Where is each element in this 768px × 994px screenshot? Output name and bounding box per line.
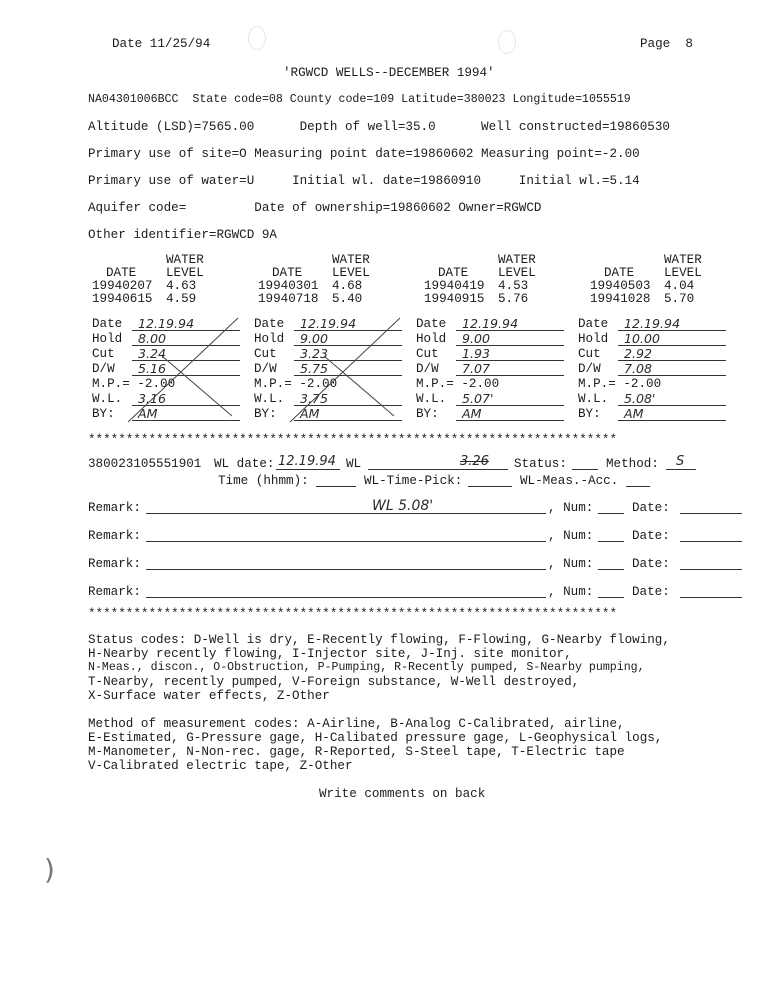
- wl-date-label: WL date:: [214, 457, 275, 471]
- header-date: DATE: [272, 266, 303, 280]
- header-date: DATE: [438, 266, 469, 280]
- remark-field[interactable]: [146, 541, 546, 542]
- page-number: 8: [685, 37, 693, 51]
- state-code: State code=08: [192, 93, 283, 106]
- status-codes-line: N-Meas., discon., O-Obstruction, P-Pumping, R-Recently pumped, S-Nearby pumping,: [88, 661, 645, 674]
- entry-value-date: 12.19.94: [624, 316, 681, 331]
- divider-stars: **********************************************************************: [88, 607, 618, 621]
- primary-use-site: Primary use of site=O: [88, 147, 247, 161]
- county-code: County code=109: [289, 93, 395, 106]
- entry-label-cut: Cut: [92, 347, 115, 361]
- aquifer-code: Aquifer code=: [88, 201, 187, 215]
- method-codes-line: E-Estimated, G-Pressure gage, H-Calibated pressure gage, L-Geophysical logs,: [88, 731, 663, 745]
- punch-hole-mark: [498, 30, 516, 54]
- divider-stars: **********************************************************************: [88, 433, 618, 447]
- entry-label-wl: W.L.: [578, 392, 609, 406]
- entry-value-wl: 5.07': [462, 391, 494, 406]
- header-water: WATER: [166, 253, 204, 267]
- wl-field[interactable]: [368, 469, 508, 470]
- date-field[interactable]: [680, 541, 742, 542]
- header-water: WATER: [664, 253, 702, 267]
- header-level: LEVEL: [332, 266, 370, 280]
- entry-label-by: BY:: [578, 407, 601, 421]
- cell-date: 19940615: [92, 292, 153, 306]
- remark-field[interactable]: [146, 569, 546, 570]
- entry-value-dw: 7.08: [624, 361, 653, 376]
- cell-level: 4.04: [664, 279, 695, 293]
- entry-value-cut: 3.23: [300, 346, 329, 361]
- initial-wl: Initial wl.=5.14: [518, 174, 640, 188]
- wl-time-pick-field[interactable]: [468, 486, 512, 487]
- num-field[interactable]: [598, 597, 624, 598]
- cell-level: 5.70: [664, 292, 695, 306]
- status-codes-line: Status codes: D-Well is dry, E-Recently flowing, F-Flowing, G-Nearby flowing,: [88, 633, 670, 647]
- entry-label-date: Date: [254, 317, 285, 331]
- status-codes-line: X-Surface water effects, Z-Other: [88, 689, 330, 703]
- wl-date-value: 12.19.94: [278, 454, 336, 469]
- num-field[interactable]: [598, 541, 624, 542]
- entry-label-wl: W.L.: [416, 392, 447, 406]
- wl-value: 3.26: [460, 454, 489, 469]
- entry-label-by: BY:: [254, 407, 277, 421]
- method-codes-line: V-Calibrated electric tape, Z-Other: [88, 759, 353, 773]
- date-field[interactable]: [680, 513, 742, 514]
- entry-label-wl: W.L.: [92, 392, 123, 406]
- entry-value-hold: 9.00: [462, 331, 491, 346]
- entry-value-date: 12.19.94: [300, 316, 357, 331]
- entry-label-dw: D/W: [416, 362, 439, 376]
- entry-label-by: BY:: [92, 407, 115, 421]
- entry-value-wl: 5.08': [624, 391, 656, 406]
- entry-label-hold: Hold: [92, 332, 123, 346]
- remark-label: Remark:: [88, 501, 141, 515]
- entry-value-dw: 7.07: [462, 361, 491, 376]
- cell-date: 19940503: [590, 279, 651, 293]
- site-line-2: [88, 121, 670, 134]
- remark-field[interactable]: [146, 513, 546, 514]
- header-level: LEVEL: [498, 266, 536, 280]
- remark-field[interactable]: [146, 597, 546, 598]
- entry-value-cut: 1.93: [462, 346, 491, 361]
- date-label: Date:: [632, 585, 670, 599]
- entry-value-wl: 3.16: [138, 391, 167, 406]
- entry-label-dw: D/W: [254, 362, 277, 376]
- wl-time-pick-label: WL-Time-Pick:: [364, 474, 463, 488]
- site-id: NA04301006BCC: [88, 93, 179, 106]
- entry-value-by: AM: [300, 406, 320, 421]
- cell-date: 19940207: [92, 279, 153, 293]
- measuring-point-date: Measuring point date=19860602: [254, 147, 474, 161]
- wl-meas-acc-field[interactable]: [626, 486, 650, 487]
- initial-wl-date: Initial wl. date=19860910: [292, 174, 481, 188]
- wl-date-field[interactable]: [276, 469, 340, 470]
- punch-hole-mark: [248, 26, 266, 50]
- cell-date: 19941028: [590, 292, 651, 306]
- entry-value-cut: 2.92: [624, 346, 653, 361]
- entry-label-wl: W.L.: [254, 392, 285, 406]
- well-constructed: Well constructed=19860530: [481, 120, 670, 134]
- site-line-3: [88, 148, 640, 161]
- entry-value-cut: 3.24: [138, 346, 167, 361]
- owner: Owner=RGWCD: [458, 201, 542, 215]
- remark-value: WL 5.08': [372, 498, 434, 514]
- entry-value-dw: 5.16: [138, 361, 167, 376]
- entry-label-mp: M.P.= -2.00: [92, 377, 176, 391]
- measuring-point: Measuring point=-2.00: [481, 147, 640, 161]
- method-value: S: [676, 454, 685, 469]
- entry-value-by: AM: [138, 406, 158, 421]
- entry-value-hold: 8.00: [138, 331, 167, 346]
- other-identifier: Other identifier=RGWCD 9A: [88, 228, 277, 242]
- cell-level: 5.40: [332, 292, 363, 306]
- ownership-date: Date of ownership=19860602: [254, 201, 451, 215]
- cell-level: 5.76: [498, 292, 529, 306]
- method-codes-line: M-Manometer, N-Non-rec. gage, R-Reported, S-Steel tape, T-Electric tape: [88, 745, 625, 759]
- entry-label-date: Date: [92, 317, 123, 331]
- remark-label: Remark:: [88, 529, 141, 543]
- site-line-1: [88, 94, 631, 106]
- entry-value-by: AM: [462, 406, 482, 421]
- cell-date: 19940301: [258, 279, 319, 293]
- station-id: 380023105551901: [88, 457, 202, 471]
- header-date: DATE: [106, 266, 137, 280]
- status-label: Status:: [514, 457, 567, 471]
- entry-value-dw: 5.75: [300, 361, 329, 376]
- header-water: WATER: [498, 253, 536, 267]
- page-label: [640, 38, 693, 51]
- num-label: , Num:: [548, 585, 594, 599]
- header-level: LEVEL: [166, 266, 204, 280]
- entry-value-date: 12.19.94: [138, 316, 195, 331]
- entry-label-dw: D/W: [92, 362, 115, 376]
- cell-level: 4.68: [332, 279, 363, 293]
- longitude: Longitude=1055519: [512, 93, 631, 106]
- num-label: , Num:: [548, 557, 594, 571]
- latitude: Latitude=380023: [401, 93, 506, 106]
- footer-note: Write comments on back: [319, 787, 486, 801]
- entry-label-hold: Hold: [578, 332, 609, 346]
- status-field[interactable]: [572, 469, 598, 470]
- method-field[interactable]: [666, 469, 696, 470]
- num-label: , Num:: [548, 529, 594, 543]
- entry-label-dw: D/W: [578, 362, 601, 376]
- entry-label-cut: Cut: [254, 347, 277, 361]
- entry-value-wl: 3.75: [300, 391, 329, 406]
- entry-value-date: 12.19.94: [462, 316, 519, 331]
- wl-meas-acc-label: WL-Meas.-Acc.: [520, 474, 619, 488]
- entry-label-cut: Cut: [416, 347, 439, 361]
- date-label: Date:: [632, 529, 670, 543]
- primary-use-water: Primary use of water=U: [88, 174, 255, 188]
- entry-label-hold: Hold: [254, 332, 285, 346]
- wl-label: WL: [346, 457, 362, 471]
- entry-label-mp: M.P.= -2.00: [254, 377, 338, 391]
- site-line-5: [88, 202, 541, 215]
- method-codes-line: Method of measurement codes: A-Airline, B-Analog C-Calibrated, airline,: [88, 717, 625, 731]
- header-water: WATER: [332, 253, 370, 267]
- entry-label-date: Date: [416, 317, 447, 331]
- entry-label-date: Date: [578, 317, 609, 331]
- entry-label-cut: Cut: [578, 347, 601, 361]
- date-field[interactable]: [680, 569, 742, 570]
- time-label: Time (hhmm):: [218, 474, 309, 488]
- status-codes-line: H-Nearby recently flowing, I-Injector site, J-Inj. site monitor,: [88, 647, 572, 661]
- entry-label-by: BY:: [416, 407, 439, 421]
- page-label-text: Page: [640, 37, 671, 51]
- entry-label-mp: M.P.= -2.00: [416, 377, 500, 391]
- method-label: Method:: [606, 457, 659, 471]
- remark-label: Remark:: [88, 585, 141, 599]
- cell-level: 4.63: [166, 279, 197, 293]
- num-label: , Num:: [548, 501, 594, 515]
- time-field[interactable]: [316, 486, 356, 487]
- remark-label: Remark:: [88, 557, 141, 571]
- report-title: 'RGWCD WELLS--DECEMBER 1994': [283, 66, 495, 80]
- entry-value-hold: 10.00: [624, 331, 661, 346]
- date-field[interactable]: [680, 597, 742, 598]
- date-label: Date:: [632, 557, 670, 571]
- altitude: Altitude (LSD)=7565.00: [88, 120, 255, 134]
- margin-mark: ): [44, 853, 55, 886]
- cell-date: 19940419: [424, 279, 485, 293]
- cell-level: 4.59: [166, 292, 197, 306]
- entry-value-hold: 9.00: [300, 331, 329, 346]
- date-label: Date:: [632, 501, 670, 515]
- header-level: LEVEL: [664, 266, 702, 280]
- num-field[interactable]: [598, 569, 624, 570]
- cell-date: 19940915: [424, 292, 485, 306]
- entry-label-mp: M.P.= -2.00: [578, 377, 662, 391]
- entry-label-hold: Hold: [416, 332, 447, 346]
- well-depth: Depth of well=35.0: [299, 120, 436, 134]
- status-codes-line: T-Nearby, recently pumped, V-Foreign substance, W-Well destroyed,: [88, 675, 580, 689]
- print-date: Date 11/25/94: [112, 37, 211, 51]
- site-line-4: [88, 175, 640, 188]
- cell-level: 4.53: [498, 279, 529, 293]
- num-field[interactable]: [598, 513, 624, 514]
- header-date: DATE: [604, 266, 635, 280]
- entry-value-by: AM: [624, 406, 644, 421]
- cell-date: 19940718: [258, 292, 319, 306]
